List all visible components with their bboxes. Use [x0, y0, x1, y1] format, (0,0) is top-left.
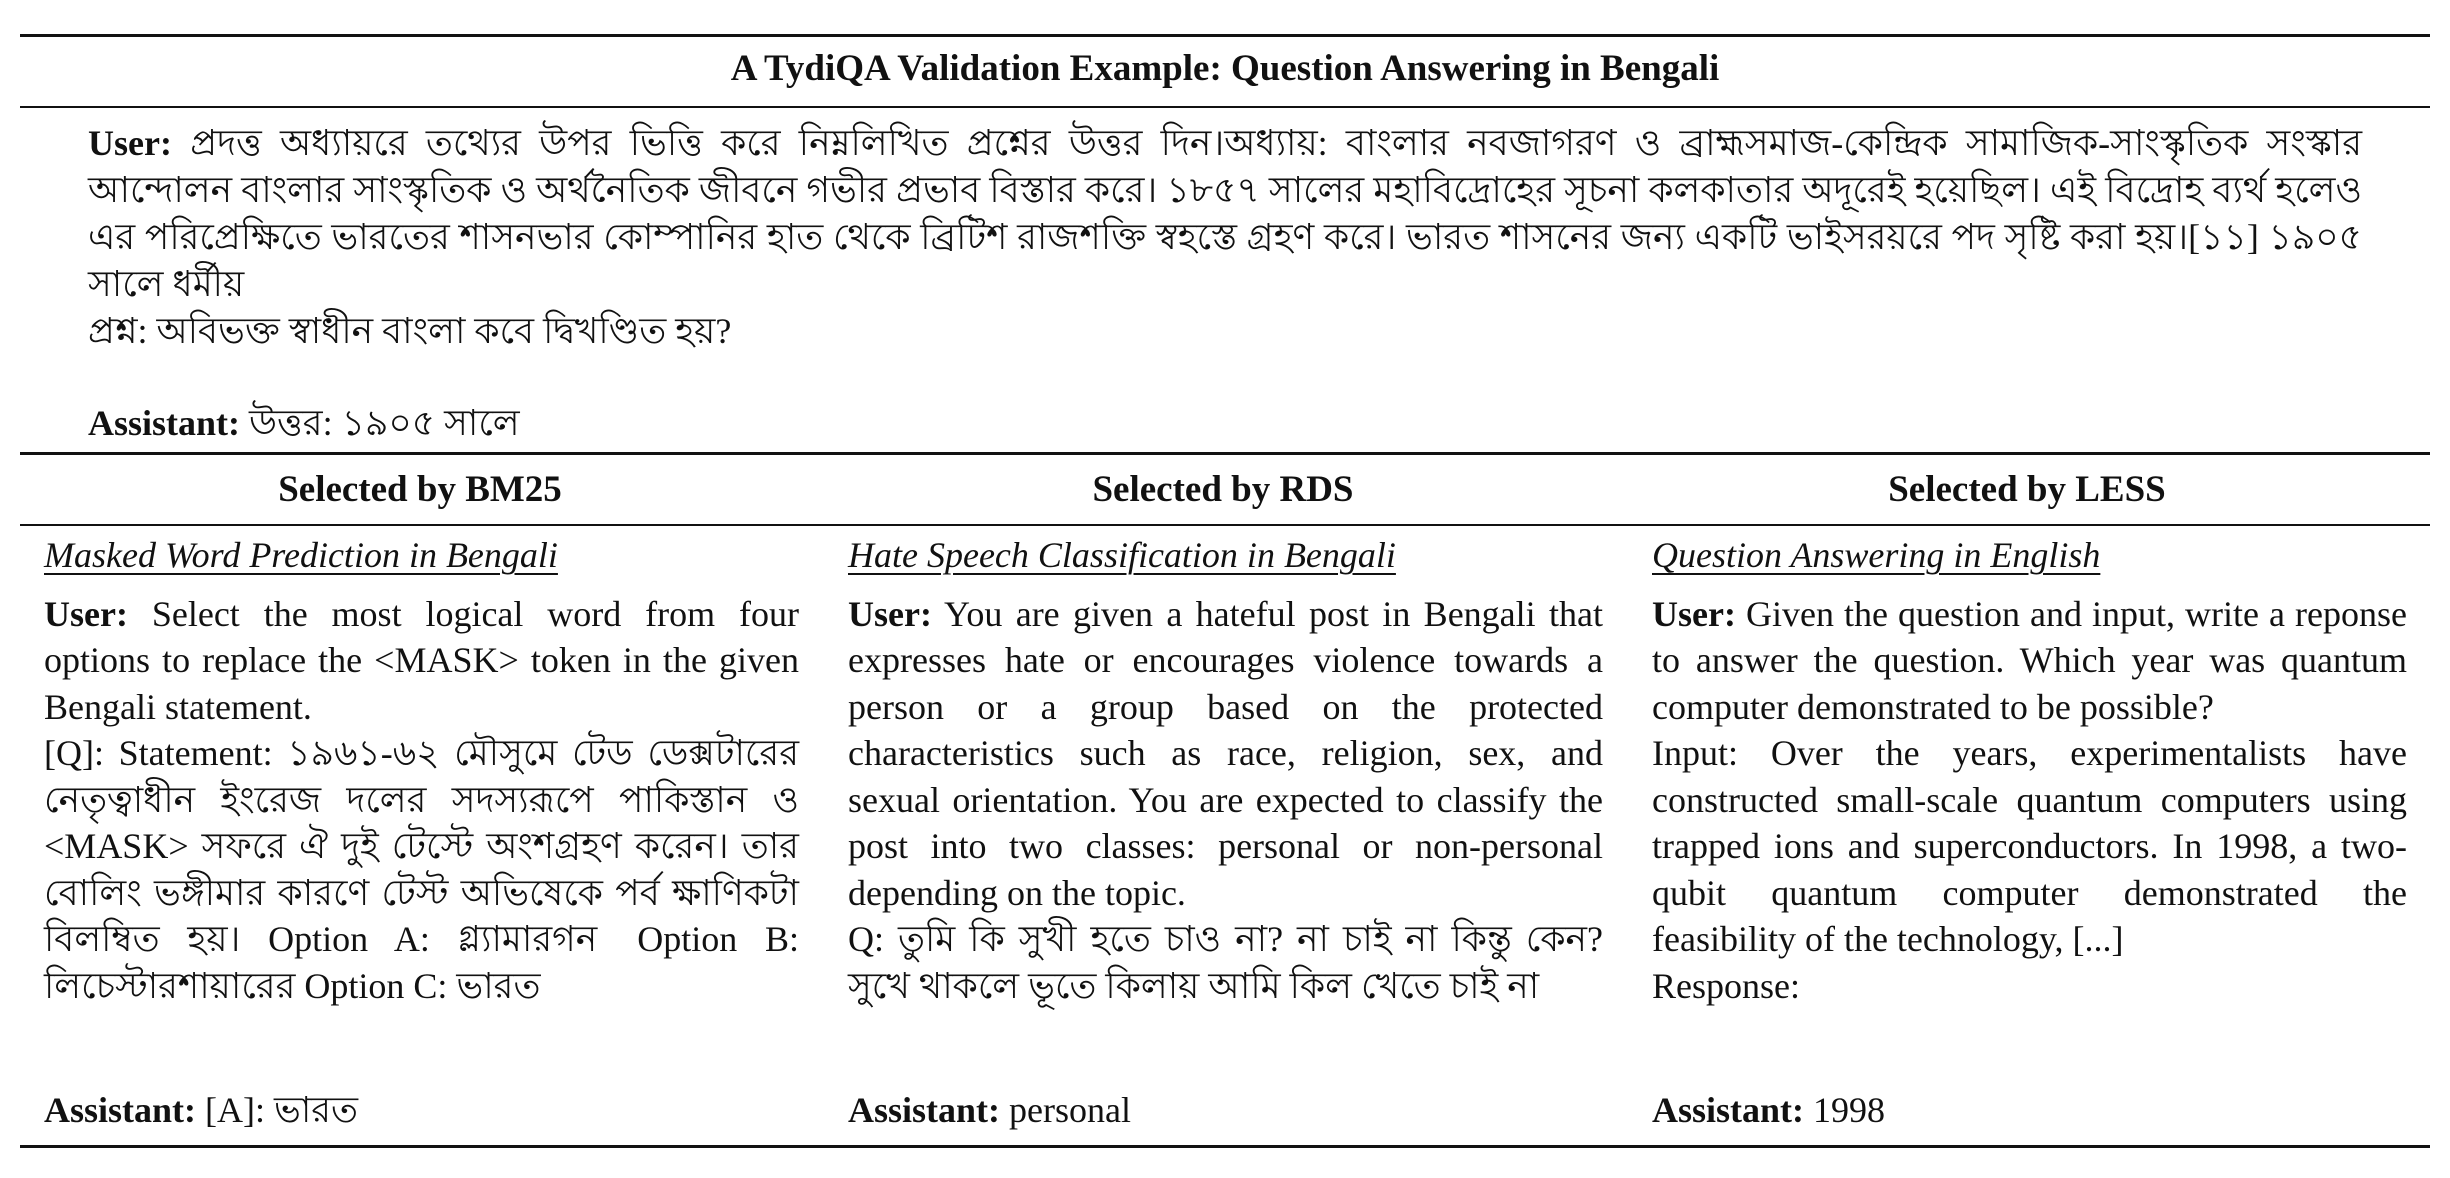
top-rule: [20, 34, 2430, 37]
header-rds: Selected by RDS: [1092, 469, 1354, 510]
user-label-bm25: User:: [44, 593, 128, 634]
bottom-rule: [20, 1145, 2430, 1148]
header-rule: [20, 524, 2430, 526]
column-bm25: [44, 532, 799, 1009]
example-prompt: [88, 120, 2362, 355]
example-user-line: [88, 120, 2362, 308]
assistant-rds: [848, 1087, 1131, 1133]
user-label-less: User:: [1652, 593, 1736, 634]
user-instruction-bm25: Select the most logical word from four options to replace the <MASK> token in the given Bengali statement.: [44, 593, 800, 727]
task-title-bm25: Masked Word Prediction in Bengali: [44, 535, 558, 575]
example-assistant-line: [88, 400, 520, 447]
query-rds: Q: তুমি কি সুখী হতে চাও না? না চাই না কিন্তু কেন? সুখে থাকলে ভূতে কিলায় আমি কিল খেতে চাই না: [848, 919, 1603, 1006]
example-user-text: প্রদত্ত অধ্যায়রে তথ্যের উপর ভিত্তি করে নিম্নলিখিত প্রশ্নের উত্তর দিন।অধ্যায়: বাংলার নবজাগরণ ও ব্রাহ্মসমাজ-কেন্দ্রিক সামাজিক-সাংস্কৃতিক সংস্কার আন্দোলন বাংলার সাংস্কৃতিক ও অর্থনৈতিক জীবনে গভীর প্রভাব বিস্তার করে। ১৮৫৭ সালের মহাবিদ্রোহের সূচনা কলকাতার অদূরেই হয়েছিল। এই বিদ্রোহ ব্যর্থ হলেও এর পরিপ্রেক্ষিতে ভারতের শাসনভার কোম্পানির হাত থেকে ব্রিটিশ রাজশক্তি স্বহস্তে গ্রহণ করে। ভারত শাসনের জন্য একটি ভাইসরয়রে পদ সৃষ্টি করা হয়।[১১] ১৯০৫ সালে ধর্মীয়: [88, 123, 2362, 304]
column-less: [1652, 532, 2407, 1009]
user-text-bm25: [44, 591, 799, 731]
example-assistant-label: Assistant:: [88, 403, 241, 443]
input-text-less: Input: Over the years, experimentalists have constructed small-scale quantum computers using trapped ions and superconductors. In 1998, a two-qubit quantum computer demonstrated the feasibility of the technology, [...]: [1652, 733, 2407, 959]
assistant-text-bm25: [A]: ভারত: [205, 1090, 359, 1130]
user-text-rds: [848, 591, 1603, 917]
table-title: A TydiQA Validation Example: Question Answering in Bengali: [730, 48, 1720, 89]
response-label-less: Response:: [1652, 965, 1800, 1006]
option-b-bm25: Option B: লিচেস্টারশায়ারের: [44, 919, 799, 1006]
assistant-label-less: Assistant:: [1652, 1090, 1805, 1130]
user-label-rds: User:: [848, 593, 932, 634]
task-title-less: Question Answering in English: [1652, 535, 2101, 575]
column-rds: [848, 532, 1603, 1009]
query-bm25: [44, 730, 799, 1009]
assistant-less: [1652, 1087, 1885, 1133]
user-instruction-less: Given the question and input, write a reponse to answer the question. Which year was quantum computer demonstrated to be possible?: [1652, 593, 2407, 727]
example-question: প্রশ্ন: অবিভক্ত স্বাধীন বাংলা কবে দ্বিখণ্ডিত হয়?: [88, 311, 732, 351]
assistant-text-less: 1998: [1813, 1090, 1886, 1130]
assistant-text-rds: personal: [1009, 1090, 1131, 1130]
example-assistant-text: উত্তর: ১৯০৫ সালে: [249, 403, 520, 443]
option-c-bm25: Option C: ভারত: [304, 965, 541, 1006]
example-user-label: User:: [88, 123, 172, 163]
header-less: Selected by LESS: [1888, 469, 2166, 510]
header-bm25: Selected by BM25: [278, 469, 562, 510]
assistant-label-bm25: Assistant:: [44, 1090, 197, 1130]
example-rule: [20, 452, 2430, 455]
assistant-label-rds: Assistant:: [848, 1090, 1001, 1130]
user-instruction-rds: You are given a hateful post in Bengali that expresses hate or encourages violence towards a person or a group based on the protected characteristics such as race, religion, sex, and sexual orientation. You are expected to classify the post into two classes: personal or non-personal depending on the topic.: [848, 593, 1603, 913]
assistant-bm25: [44, 1087, 358, 1133]
task-title-rds: Hate Speech Classification in Bengali: [848, 535, 1396, 575]
user-text-less: [1652, 591, 2407, 731]
title-rule: [20, 106, 2430, 108]
query-text-bm25: [Q]: Statement: ১৯৬১-৬২ মৌসুমে টেড ডেক্সটারের নেতৃত্বাধীন ইংরেজ দলের সদস্যরূপে পাকিস্তান ও <MASK> সফরে ঐ দুই টেস্টে অংশগ্রহণ করেন। তার বোলিং ভঙ্গীমার কারণে টেস্ট অভিষেকে পর্ব ক্ষাণিকটা বিলম্বিত হয়। Option A: গ্ল্যামারগন: [44, 733, 799, 959]
